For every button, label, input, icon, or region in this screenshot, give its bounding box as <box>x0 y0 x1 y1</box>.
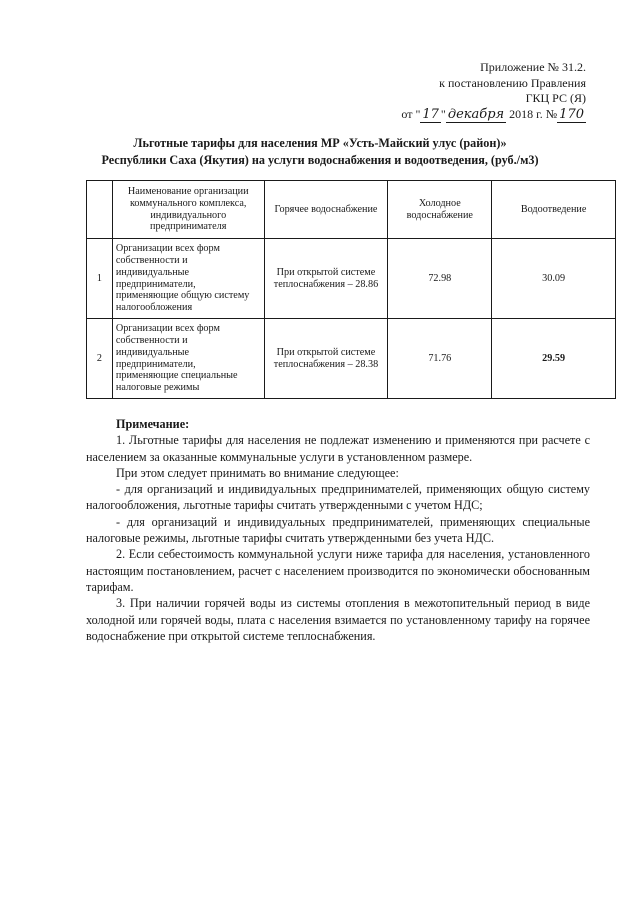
row-cold-water: 71.76 <box>388 319 492 399</box>
note-special-tax: - для организаций и индивидуальных предпринимателей, применяющих специальные налоговые режимы, льготные тарифы считать утвержденными без учета НДС. <box>86 514 590 546</box>
header-num <box>87 181 113 239</box>
date-quote: " <box>440 106 446 121</box>
title-line-1: Льготные тарифы для населения МР «Усть-Майский улус (район)» <box>133 136 507 150</box>
date-year: 2018 г. № <box>506 106 558 121</box>
row-organization: Организации всех форм собственности и индивидуальные предприниматели, применяющие специальные налоговые режимы <box>112 319 264 399</box>
row-drainage: 29.59 <box>492 319 616 399</box>
note-1: 1. Льготные тарифы для населения не подлежат изменению и применяются при расчете с населением за оказанные коммунальные услуги в установленном размере. <box>86 433 590 464</box>
row-num: 2 <box>87 319 113 399</box>
row-hot-water: При открытой системе теплоснабжения – 28.86 <box>264 239 388 319</box>
note-general-tax: - для организаций и индивидуальных предпринимателей, применяющих общую систему налогообложения, льготные тарифы считать утвержденными с учетом НДС; <box>86 482 590 513</box>
header-cold-water: Холодное водоснабжение <box>388 181 492 239</box>
resolution-number: 170 <box>559 106 584 122</box>
note-3: 3. При наличии горячей воды из системы отопления в межотопительный период в виде холодной или горячей воды, плата с населения взимается по установленному тарифу на горячее водоснабжение при открытой системе теплоснабжения. <box>86 596 590 643</box>
appendix-authority: ГКЦ РС (Я) <box>525 91 586 105</box>
date-day: 17 <box>422 106 439 122</box>
title-line-2: Республики Саха (Якутия) на услуги водоснабжения и водоотведения, (руб./м3) <box>101 153 539 167</box>
tariff-table <box>86 180 616 399</box>
table-header-row <box>87 181 616 239</box>
note-consider: При этом следует принимать во внимание следующее: <box>116 465 399 480</box>
appendix-block <box>346 60 586 122</box>
appendix-number: Приложение № 31.2. <box>480 60 586 74</box>
row-organization: Организации всех форм собственности и индивидуальные предприниматели, применяющие общую систему налогообложения <box>112 239 264 319</box>
document-title <box>40 135 600 169</box>
table-row <box>87 239 616 319</box>
notes-section <box>86 416 590 644</box>
row-cold-water: 72.98 <box>388 239 492 319</box>
table-row <box>87 319 616 399</box>
row-drainage: 30.09 <box>492 239 616 319</box>
row-num: 1 <box>87 239 113 319</box>
header-hot-water: Горячее водоснабжение <box>264 181 388 239</box>
note-2: 2. Если себестоимость коммунальной услуги ниже тарифа для населения, установленного настоящим постановлением, расчет с населением производится по экономически обоснованным тарифам. <box>86 547 590 594</box>
date-prefix: от " <box>401 106 421 121</box>
notes-heading: Примечание: <box>116 417 190 431</box>
header-drainage: Водоотведение <box>492 181 616 239</box>
row-hot-water: При открытой системе теплоснабжения – 28.38 <box>264 319 388 399</box>
appendix-date-line <box>346 107 586 123</box>
appendix-resolution: к постановлению Правления <box>439 75 586 90</box>
date-month: декабря <box>447 106 505 122</box>
header-organization: Наименование организации коммунального комплекса, индивидуального предпринимателя <box>112 181 264 239</box>
